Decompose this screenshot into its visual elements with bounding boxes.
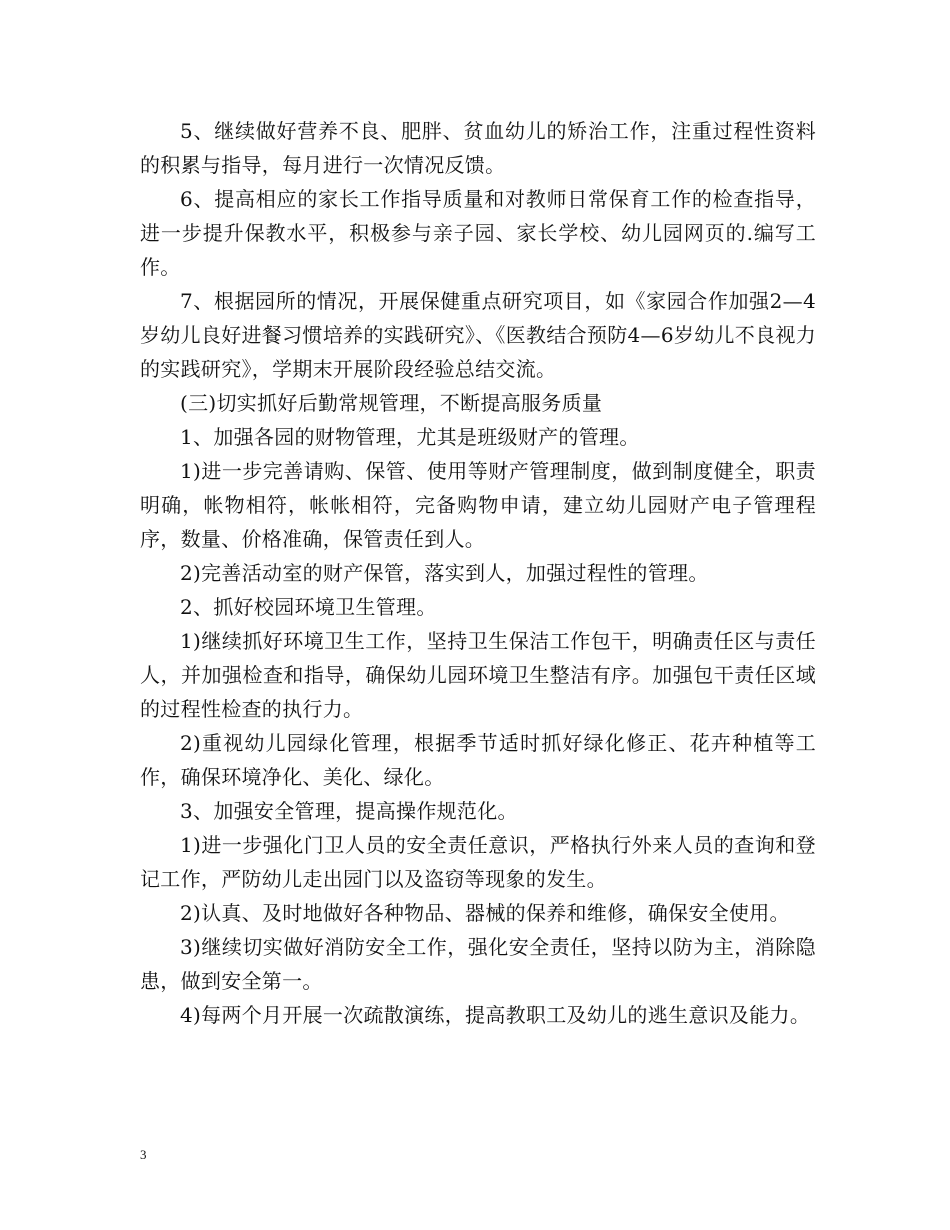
- paragraph-hygiene-work: 1)继续抓好环境卫生工作，坚持卫生保洁工作包干，明确责任区与责任人，并加强检查和指导，确保幼儿园环境卫生整洁有序。加强包干责任区域的过程性检查的执行力。: [140, 629, 816, 721]
- section-heading-logistics: (三)切实抓好后勤常规管理，不断提高服务质量: [180, 391, 603, 415]
- page-number: 3: [140, 1147, 147, 1162]
- paragraph-property-rules: 1)进一步完善请购、保管、使用等财产管理制度，做到制度健全，职责明确，帐物相符，帐帐相符，完备购物申请，建立幼儿园财产电子管理程序，数量、价格准确，保管责任到人。: [140, 459, 816, 551]
- paragraph-evacuation-drill: 4)每两个月开展一次疏散演练，提高教职工及幼儿的逃生意识及能力。: [180, 1003, 811, 1027]
- paragraph-environment-management: 2、抓好校园环境卫生管理。: [180, 595, 437, 619]
- paragraph-equipment-maintenance: 2)认真、及时地做好各种物品、器械的保养和维修，确保安全使用。: [180, 901, 790, 925]
- paragraph-item-5-nutrition: 5、继续做好营养不良、肥胖、贫血幼儿的矫治工作，注重过程性资料的积累与指导，每月进行一次情况反馈。: [140, 119, 816, 177]
- paragraph-greening: 2)重视幼儿园绿化管理，根据季节适时抓好绿化修正、花卉种植等工作，确保环境净化、美化、绿化。: [140, 731, 816, 789]
- paragraph-fire-safety: 3)继续切实做好消防安全工作，强化安全责任，坚持以防为主，消除隐患，做到安全第一。: [140, 935, 816, 993]
- paragraph-safety-management: 3、加强安全管理，提高操作规范化。: [180, 799, 518, 823]
- document-body: [140, 114, 816, 1032]
- paragraph-property-management: 1、加强各园的财物管理，尤其是班级财产的管理。: [180, 425, 640, 449]
- paragraph-activity-room: 2)完善活动室的财产保管，落实到人，加强过程性的管理。: [180, 561, 709, 585]
- paragraph-guard-duty: 1)进一步强化门卫人员的安全责任意识，严格执行外来人员的查询和登记工作，严防幼儿走出园门以及盗窃等现象的发生。: [140, 833, 816, 891]
- paragraph-item-6-parent-guidance: 6、提高相应的家长工作指导质量和对教师日常保育工作的检查指导，进一步提升保教水平，积极参与亲子园、家长学校、幼儿园网页的.编写工作。: [140, 187, 816, 279]
- paragraph-item-7-research: 7、根据园所的情况，开展保健重点研究项目，如《家园合作加强2—4岁幼儿良好进餐习惯培养的实践研究》、《医教结合预防4—6岁幼儿不良视力的实践研究》，学期末开展阶段经验总结交流。: [140, 289, 816, 381]
